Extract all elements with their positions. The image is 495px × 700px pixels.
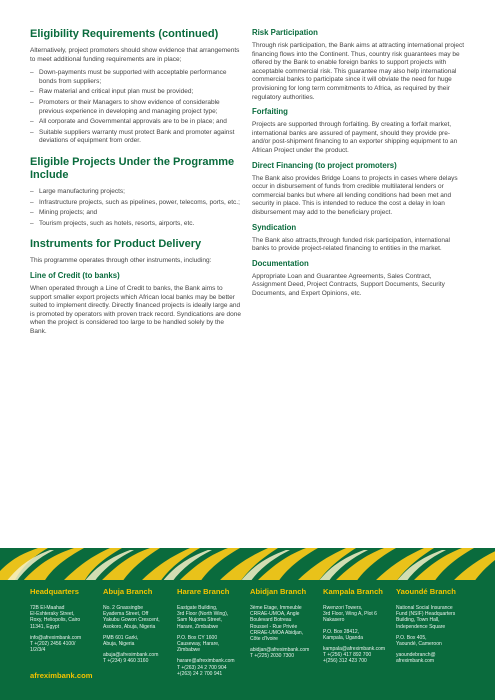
branch-po-box: PMB 601 Garki, Abuja, Nigeria [103, 634, 139, 648]
right-column [252, 28, 465, 303]
branch-contact: kampala@afreximbank.com T +(256) 417 892 700 +(256) 312 423 700 [323, 646, 386, 665]
branch-headquarters [30, 587, 96, 658]
branch-address: 72B El-Maahad El-Eshteraky Street, Roxy, Heliopolis, Cairo 11341, Egypt [30, 605, 81, 630]
footer [0, 580, 495, 700]
branch-po-box: P.O. Box CY 1600 Causeway, Harare, Zimbabwe [177, 634, 220, 654]
syndication-heading: Syndication [252, 222, 297, 232]
branch-address: Rwenzori Towers, 3rd Floor, Wing A, Plot 6 Nakasero [323, 605, 377, 624]
risk-participation-text: Through risk participation, the Bank aims at attracting international project financing flows into the Continent. Thus, country risk guarantees may be offered by the Bank to enable foreign banks to support projects with acceptable commercial risk. This guarantee may also help international commercial banks to participate since it will obviate the need for huge provisioning for long term commitments to Africa, as required by their regulatory authorities. [252, 42, 465, 101]
list-item: – Promoters or their Managers to show evidence of considerable previous experience in developing and managing project type; [30, 99, 242, 116]
website-link[interactable]: afreximbank.com [30, 671, 93, 680]
branch-address: 3ème Etage, Immeuble CRRAE-UMOA, Angle Boulevard Botreau Roussel - Rue Privée CRRAE-UMOA Abidjan, Côte d'Ivoire [250, 605, 304, 643]
eligibility-intro: Alternatively, project promoters should show evidence that arrangements to meet additional funding requirements are in place; [30, 47, 240, 63]
list-item: – Down-payments must be supported with acceptable performance bonds from suppliers; [30, 69, 242, 86]
list-item: – Tourism projects, such as hotels, resorts, airports, etc. [30, 220, 242, 229]
branch-name: Harare Branch [177, 587, 230, 596]
direct-financing-heading: Direct Financing (to project promoters) [252, 160, 397, 170]
left-column [30, 28, 242, 341]
branch-address: National Social Insurance Fund (NSIF) Headquarters Building, Town Hall, Independence Square [396, 605, 456, 630]
branch-contact: yaoundebranch@ afreximbank.com [396, 652, 436, 665]
documentation-heading: Documentation [252, 258, 309, 268]
risk-participation-heading: Risk Participation [252, 28, 318, 37]
list-item: – Raw material and critical input plan must be provided; [30, 88, 242, 97]
branch-harare [177, 587, 245, 682]
line-of-credit-text: When operated through a Line of Credit to banks, the Bank aims to support smaller export projects which African local banks may be better suited to implement directly. Directly financed projects is ideally large and is promoted by operators with proven track record. Syndications are done when the project is considered too large to be handled solely by the Bank. [30, 284, 241, 335]
requirements-list [30, 69, 242, 146]
branch-name: Yaoundé Branch [396, 587, 456, 596]
branch-name: Abuja Branch [103, 587, 153, 596]
list-item: – Suitable suppliers warranty must protect Bank and promoter against deviations of equipment from order. [30, 129, 242, 146]
forfaiting-heading: Forfaiting [252, 107, 288, 117]
branch-name: Abidjan Branch [250, 587, 307, 596]
branch-name: Headquarters [30, 587, 79, 596]
branch-abidjan [250, 587, 318, 665]
instruments-heading: Instruments for Product Delivery [30, 238, 202, 251]
branch-abuja [103, 587, 171, 670]
branch-address: No. 2 Gnassingbe Eyadema Street, Off Yakubu Gowon Crescent, Asokoro, Abuja, Nigeria [103, 605, 160, 630]
eligibility-heading: Eligibility Requirements (continued) [30, 28, 219, 40]
branch-po-box: P.O. Box 405, Yaoundé, Cameroon [396, 634, 442, 648]
forfaiting-text: Projects are supported through forfaiting. By creating a forfait market, international banks are assured of payment, should they provide pre- and/or post-shipment financing to an exporter shipping equipment to an African Project under the product. [252, 121, 458, 154]
list-item: – Large manufacturing projects; [30, 188, 242, 197]
branch-contact: abidjan@afreximbank.com T +(225) 2030 7300 [250, 647, 310, 660]
eligible-projects-heading: Eligible Projects Under the Programme Include [30, 155, 235, 181]
decorative-wave-pattern [0, 548, 495, 582]
list-item: – All corporate and Governmental approvals are to be in place; and [30, 118, 242, 127]
branch-contact: info@afreximbank.com T +(202) 2456 4100/ 1/2/3/4 [30, 634, 82, 654]
branch-yaounde [396, 587, 468, 670]
projects-list [30, 188, 242, 228]
branch-po-box: P.O. Box 28412, Kampala, Uganda [323, 628, 364, 641]
branch-kampala [323, 587, 393, 670]
list-item: – Infrastructure projects, such as pipelines, power, telecoms, ports, etc.; [30, 199, 242, 208]
syndication-text: The Bank also attracts,through funded risk participation, international banks to provide project-related financing to entities in the market. [252, 236, 451, 253]
line-of-credit-heading: Line of Credit (to banks) [30, 270, 120, 280]
branch-contact: harare@afreximbank.com T +(263) 24 2 700 904 +(263) 24 2 700 941 [177, 658, 235, 677]
instruments-intro: This programme operates through other instruments, including: [30, 257, 212, 265]
branch-name: Kampala Branch [323, 587, 383, 596]
direct-financing-text: The Bank also provides Bridge Loans to projects in cases where delays occur in disbursement of funds from credible multilateral lenders or commercial banks but where all lending conditions had been met and security in place. This is intended to reduce the cost a delay in loan disbursement may add to the beneficiary project. [252, 174, 458, 216]
list-item: – Mining projects; and [30, 209, 242, 218]
branch-contact: abuja@afreximbank.com T +(234) 9 460 3160 [103, 652, 159, 665]
branch-address: Eastgate Building, 3rd Floor (North Wing), Sam Nujoma Street, Harare, Zimbabwe [177, 605, 229, 630]
documentation-text: Appropriate Loan and Guarantee Agreements, Sales Contract, Assignment Deed, Project Contracts, Support Documents, Security Documents, and Expert Opinions, etc. [252, 272, 445, 297]
